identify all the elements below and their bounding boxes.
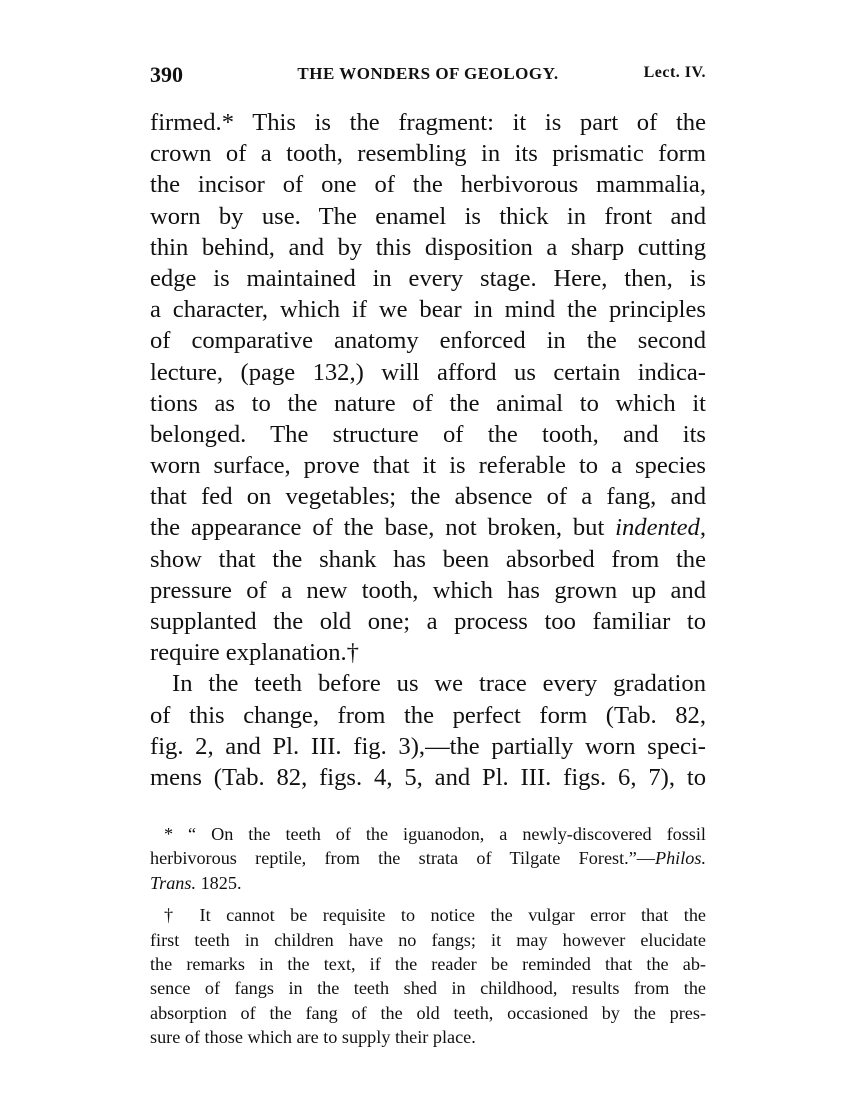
body-line: that fed on vegetables; the absence of a fang, and xyxy=(150,483,706,511)
body-line: supplanted the old one; a process too familiar to xyxy=(150,608,706,635)
footnote-line: absorption of the fang of the old teeth, occasioned by the pres- xyxy=(150,1002,706,1023)
footnote-text: herbivorous reptile, from the strata of Tilgate Forest.”— xyxy=(150,848,655,869)
footnote-line: the remarks in the text, if the reader be reminded that the ab- xyxy=(150,953,706,974)
running-title: THE WONDERS OF GEOLOGY. xyxy=(297,64,559,83)
body-line: crown of a tooth, resembling in its prismatic form xyxy=(150,140,706,168)
footnote-2 xyxy=(150,903,706,1049)
footnote-gap xyxy=(150,895,706,903)
italic-word: indented, xyxy=(615,514,706,542)
footnotes xyxy=(150,822,706,1050)
body-line: of comparative anatomy enforced in the second xyxy=(150,327,706,355)
body-line-with-italic xyxy=(150,512,706,543)
body-line: require explanation.† xyxy=(150,639,359,667)
body-text xyxy=(150,107,706,793)
body-line: thin behind, and by this disposition a sharp cutting xyxy=(150,233,706,261)
footnote-line xyxy=(150,846,706,870)
body-line: pressure of a new tooth, which has grown up and xyxy=(150,576,706,604)
body-line: worn by use. The enamel is thick in front and xyxy=(150,202,706,230)
footnote-italic: Philos. xyxy=(654,848,706,869)
body-line: lecture, (page 132,) will afford us certain indica- xyxy=(150,358,706,386)
body-line: edge is maintained in every stage. Here, then, is xyxy=(150,264,706,292)
body-line: fig. 2, and Pl. III. fig. 3),—the partially worn speci- xyxy=(150,732,706,760)
footnote-line: sence of fangs in the teeth shed in childhood, results from the xyxy=(150,978,706,999)
body-line: firmed.* This is the fragment: it is part of the xyxy=(150,109,706,136)
body-line: belonged. The structure of the tooth, and its xyxy=(150,420,706,448)
body-line: tions as to the nature of the animal to which it xyxy=(150,389,706,417)
footnote-line: first teeth in children have no fangs; it may however elucidate xyxy=(150,929,706,950)
body-line: worn surface, prove that it is referable to a species xyxy=(150,452,706,480)
running-head xyxy=(150,62,706,90)
footnote-line: sure of those which are to supply their place. xyxy=(150,1027,476,1048)
page-number: 390 xyxy=(150,62,183,87)
body-line-paragraph-start: In the teeth before us we trace every gradation xyxy=(172,670,706,698)
body-line: of this change, from the perfect form (Tab. 82, xyxy=(150,701,706,729)
footnote-italic: Trans. xyxy=(150,872,197,893)
body-line: a character, which if we bear in mind the principles xyxy=(150,296,706,324)
footnote-text: 1825. xyxy=(196,872,242,893)
body-line: mens (Tab. 82, figs. 4, 5, and Pl. III. figs. 6, 7), to xyxy=(150,763,706,791)
body-line-start: the appearance of the base, not broken, but xyxy=(150,514,605,542)
lecture-marker: Lect. IV. xyxy=(643,64,706,81)
body-line: show that the shank has been absorbed from the xyxy=(150,545,706,573)
footnote-line xyxy=(150,871,706,895)
footnote-line: † It cannot be requisite to notice the vulgar error that the xyxy=(164,905,706,926)
body-line: the incisor of one of the herbivorous mammalia, xyxy=(150,171,706,199)
footnote-1 xyxy=(150,822,706,895)
footnote-line: * “ On the teeth of the iguanodon, a newly-discovered fossil xyxy=(164,824,706,844)
